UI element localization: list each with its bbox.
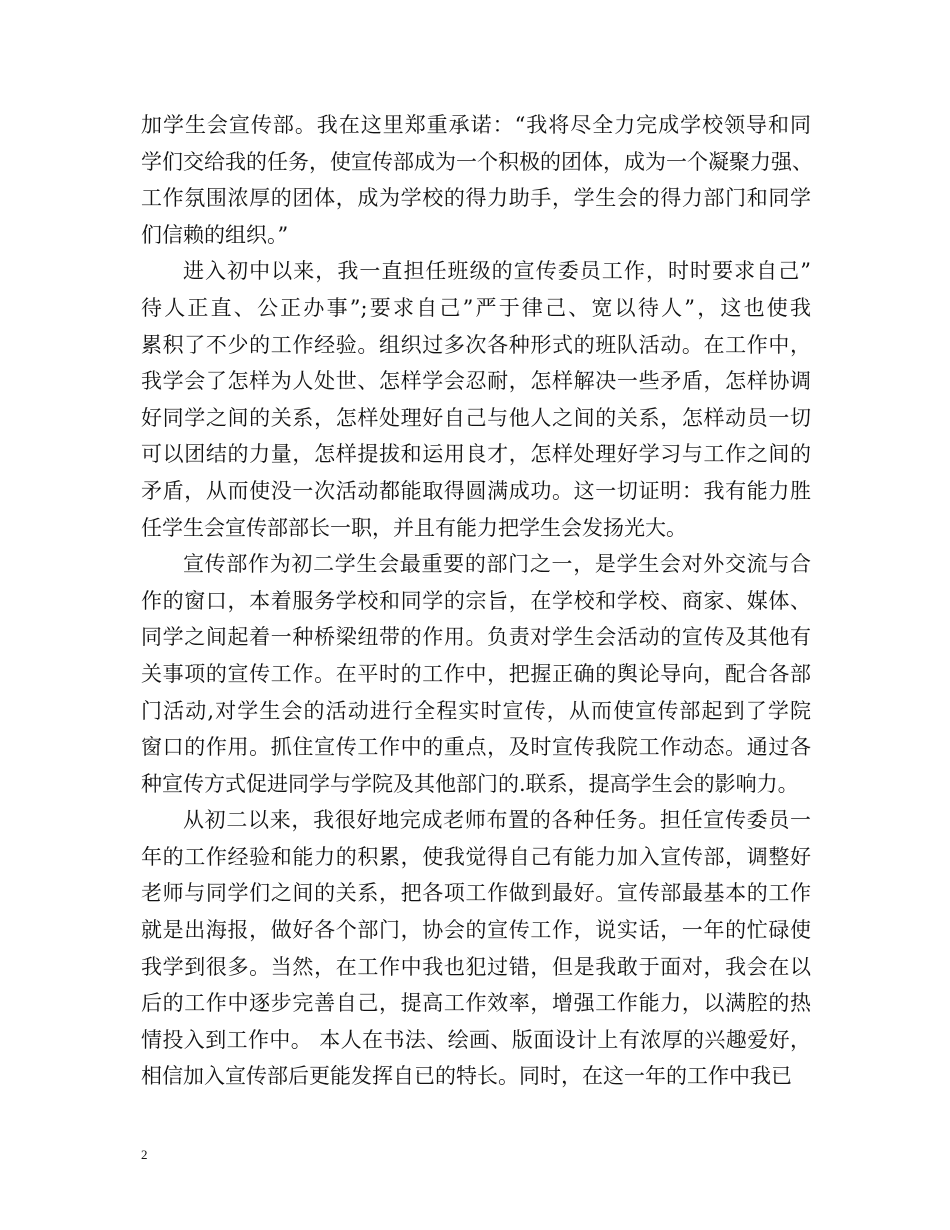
text-line: 累积了不少的工作经验。组织过多次各种形式的班队活动。在工作中， (141, 332, 811, 357)
page-number: 2 (141, 1147, 148, 1162)
text-line: 相信加入宣传部后更能发挥自已的特长。同时，在这一年的工作中我已 (141, 1064, 792, 1089)
text-line: 待人正直、公正办事”;要求自己”严于律己、宽以待人”，这也使我 (141, 295, 811, 320)
text-line: 就是出海报，做好各个部门，协会的宣传工作，说实话，一年的忙碌使 (141, 918, 811, 943)
text-line: 后的工作中逐步完善自己，提高工作效率，增强工作能力，以满腔的热 (141, 991, 811, 1016)
text-line: 学们交给我的任务，使宣传部成为一个积极的团体，成为一个凝聚力强、 (141, 149, 813, 174)
text-line: 门活动,对学生会的活动进行全程实时宣传，从而使宣传部起到了学院 (141, 698, 811, 723)
text-line: 同学之间起着一种桥梁纽带的作用。负责对学生会活动的宣传及其他有 (141, 625, 811, 650)
text-line: 任学生会宣传部部长一职，并且有能力把学生会发扬光大。 (141, 515, 687, 540)
text-line: 们信赖的组织。” (141, 222, 289, 247)
text-line: 种宣传方式促进同学与学院及其他部门的.联系，提高学生会的影响力。 (141, 771, 799, 796)
paragraph-first-line: 进入初中以来，我一直担任班级的宣传委员工作，时时要求自己” (183, 259, 811, 284)
text-line: 好同学之间的关系，怎样处理好自己与他人之间的关系，怎样动员一切 (141, 405, 811, 430)
text-line: 工作氛围浓厚的团体，成为学校的得力助手，学生会的得力部门和同学 (141, 186, 811, 211)
paragraph-first-line: 宣传部作为初二学生会最重要的部门之一，是学生会对外交流与合 (183, 552, 811, 577)
text-line: 矛盾，从而使没一次活动都能取得圆满成功。这一切证明：我有能力胜 (141, 478, 811, 503)
text-line: 关事项的宣传工作。在平时的工作中，把握正确的舆论导向，配合各部 (141, 661, 811, 686)
text-line: 作的窗口，本着服务学校和同学的宗旨，在学校和学校、商家、媒体、 (141, 588, 811, 613)
text-line: 情投入到工作中。 本人在书法、绘画、版面设计上有浓厚的兴趣爱好， (141, 1027, 811, 1052)
text-line: 老师与同学们之间的关系，把各项工作做到最好。宣传部最基本的工作 (141, 881, 811, 906)
paragraph-first-line: 从初二以来，我很好地完成老师布置的各种任务。担任宣传委员一 (183, 808, 811, 833)
text-line: 我学到很多。当然，在工作中我也犯过错，但是我敢于面对，我会在以 (141, 954, 811, 979)
text-line: 窗口的作用。抓住宣传工作中的重点，及时宣传我院工作动态。通过各 (141, 735, 811, 760)
text-line: 可以团结的力量，怎样提拔和运用良才，怎样处理好学习与工作之间的 (141, 442, 811, 467)
text-line: 年的工作经验和能力的积累，使我觉得自己有能力加入宣传部，调整好 (141, 844, 811, 869)
text-line: 加学生会宣传部。我在这里郑重承诺：“我将尽全力完成学校领导和同 (141, 113, 811, 137)
body-text (141, 107, 811, 1095)
text-line: 我学会了怎样为人处世、怎样学会忍耐，怎样解决一些矛盾，怎样协调 (141, 369, 811, 394)
